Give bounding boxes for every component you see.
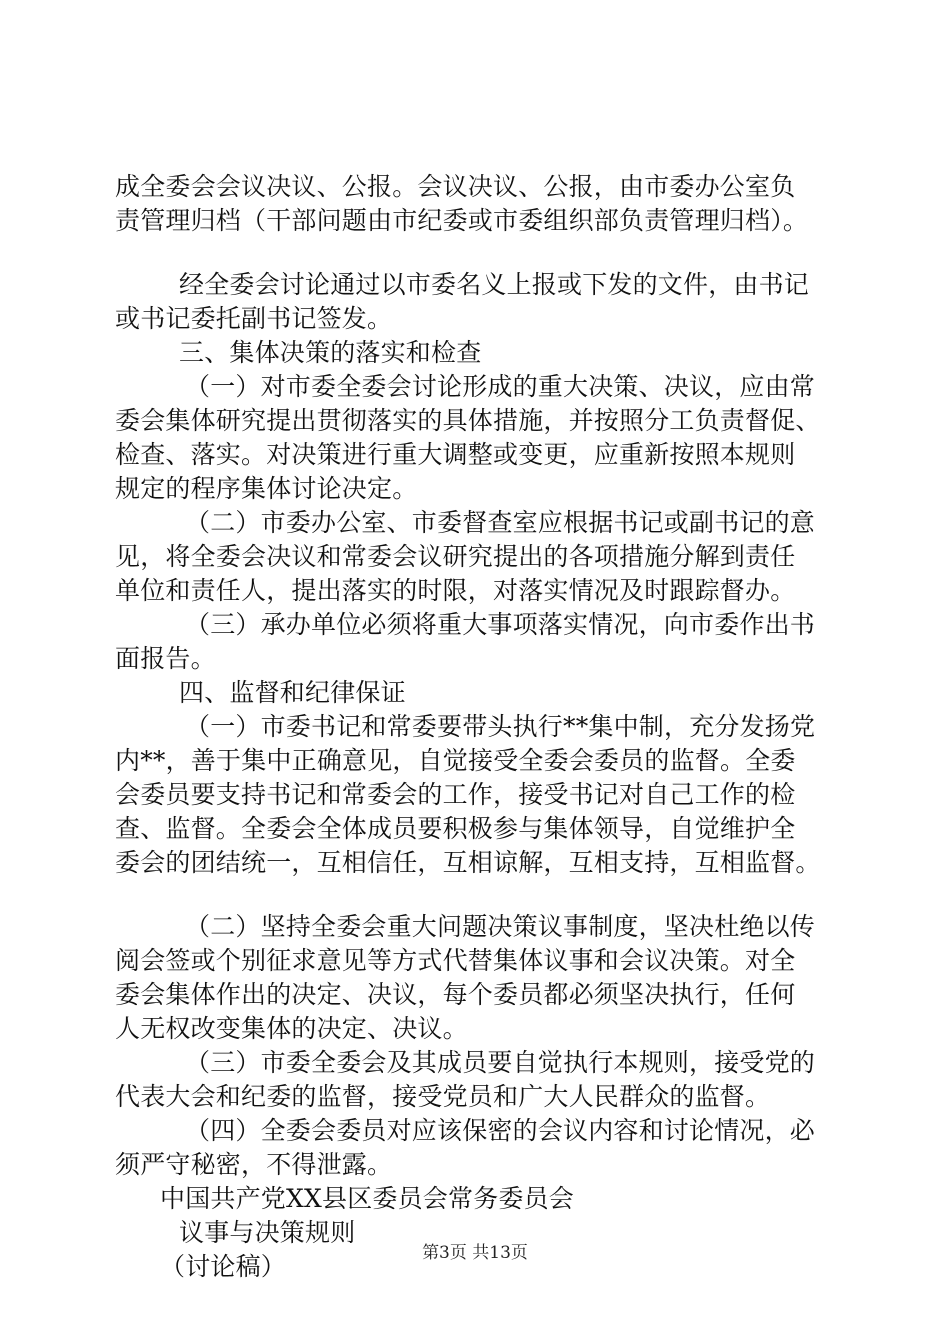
text-line: 责管理归档（干部问题由市纪委或市委组织部负责管理归档）。 [115, 206, 809, 235]
text-line: （一）市委书记和常委要带头执行**集中制，充分发扬党 [185, 712, 816, 741]
text-line: 经全委会讨论通过以市委名义上报或下发的文件，由书记 [179, 270, 810, 299]
text-line: 人无权改变集体的决定、决议。 [115, 1014, 468, 1043]
text-line: （二）坚持全委会重大问题决策议事制度，坚决杜绝以传 [185, 912, 816, 941]
text-line: （二）市委办公室、市委督查室应根据书记或副书记的意 [185, 508, 816, 537]
text-line: 规定的程序集体讨论决定。 [115, 474, 418, 503]
text-line: 委会集体作出的决定、决议，每个委员都必须坚决执行，任何 [115, 980, 796, 1009]
text-line: 见，将全委会决议和常委会议研究提出的各项措施分解到责任 [115, 542, 796, 571]
text-line: 检查、落实。对决策进行重大调整或变更，应重新按照本规则 [115, 440, 796, 469]
closing-subtitle: 议事与决策规则 [179, 1218, 356, 1247]
text-line: 或书记委托副书记签发。 [115, 304, 393, 333]
text-line: 单位和责任人，提出落实的时限，对落实情况及时跟踪督办。 [115, 576, 796, 605]
text-line: 代表大会和纪委的监督，接受党员和广大人民群众的监督。 [115, 1082, 771, 1111]
closing-note: （讨论稿） [160, 1252, 287, 1281]
closing-title: 中国共产党XX县区委员会常务委员会 [160, 1184, 574, 1213]
text-line: 阅会签或个别征求意见等方式代替集体议事和会议决策。对全 [115, 946, 796, 975]
document-body [115, 170, 855, 1284]
section-heading: 四、监督和纪律保证 [179, 678, 406, 707]
text-line: （三）市委全委会及其成员要自觉执行本规则，接受党的 [185, 1048, 816, 1077]
text-line: 委会集体研究提出贯彻落实的具体措施，并按照分工负责督促、 [115, 406, 821, 435]
text-line: 查、监督。全委会全体成员要积极参与集体领导，自觉维护全 [115, 814, 796, 843]
text-line: 会委员要支持书记和常委会的工作，接受书记对自己工作的检 [115, 780, 796, 809]
section-heading: 三、集体决策的落实和检查 [179, 338, 482, 367]
text-line: 面报告。 [115, 644, 216, 673]
text-line: 须严守秘密，不得泄露。 [115, 1150, 393, 1179]
page-indicator: 第3页 共13页 [422, 1243, 528, 1263]
text-line: 成全委会会议决议、公报。会议决议、公报，由市委办公室负 [115, 172, 796, 201]
text-line: 内**，善于集中正确意见，自觉接受全委会委员的监督。全委 [115, 746, 796, 775]
text-line: （四）全委会委员对应该保密的会议内容和讨论情况，必 [185, 1116, 816, 1145]
text-line: （三）承办单位必须将重大事项落实情况，向市委作出书 [185, 610, 816, 639]
text-line: 委会的团结统一，互相信任，互相谅解，互相支持，互相监督。 [115, 848, 821, 877]
text-line: （一）对市委全委会讨论形成的重大决策、决议，应由常 [185, 372, 816, 401]
